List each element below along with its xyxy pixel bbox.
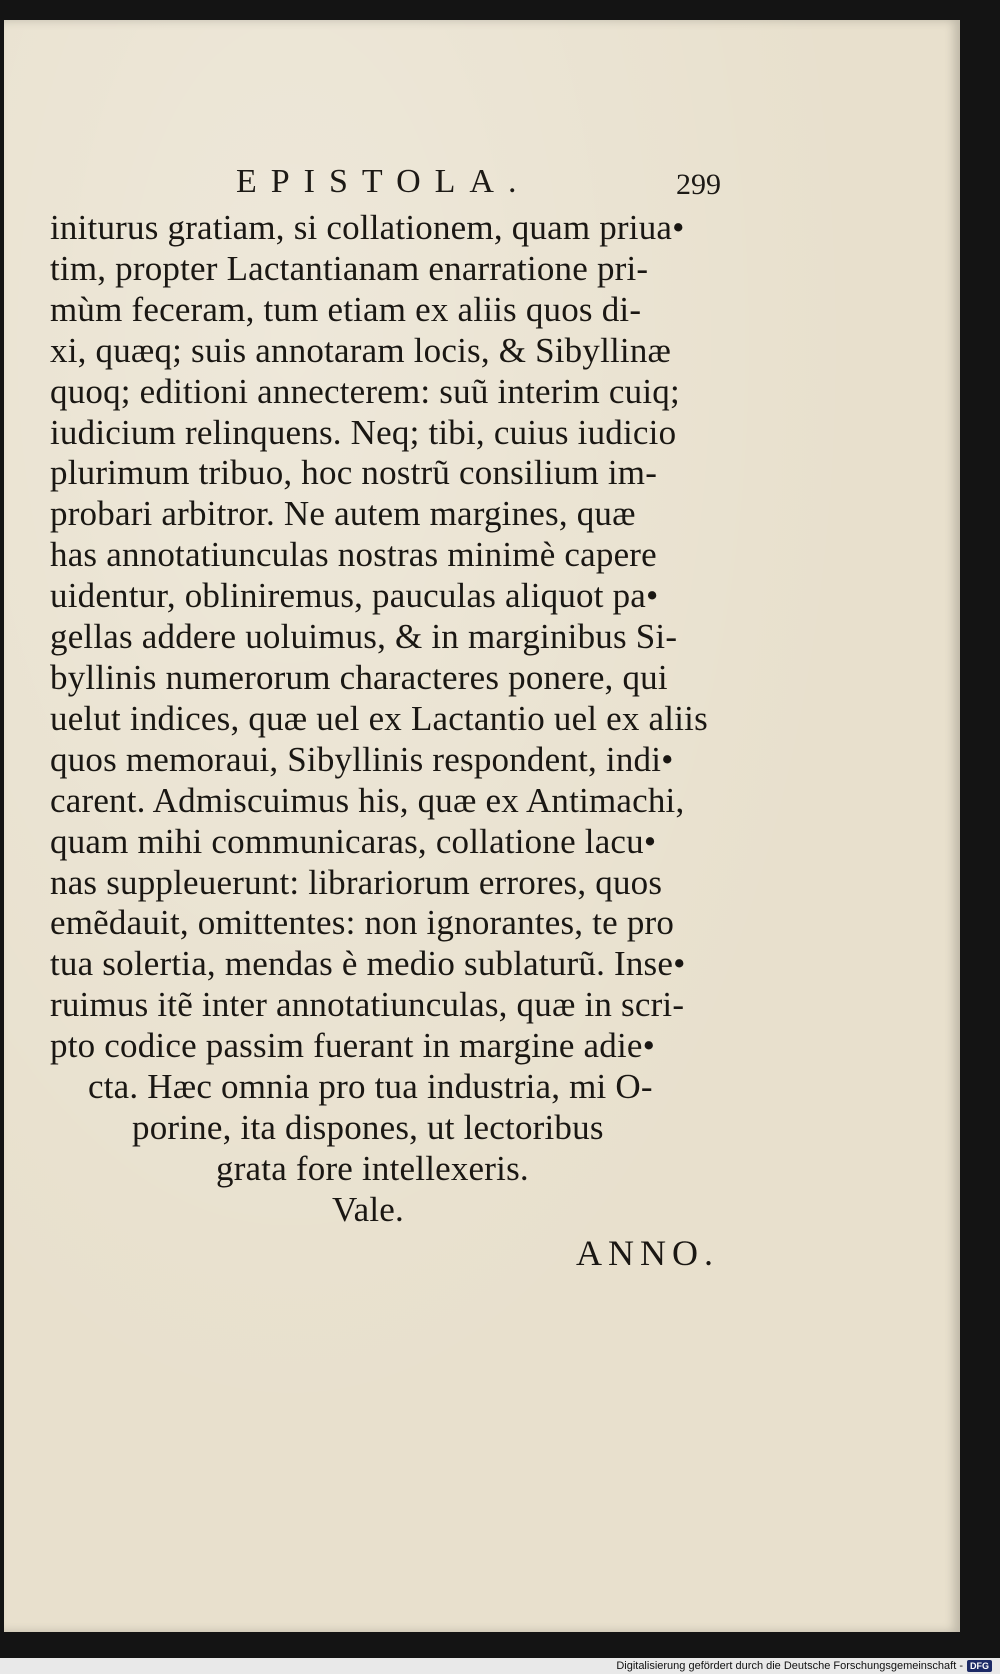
page-number: 299	[676, 168, 721, 201]
text-line: nas suppleuerunt: librariorum errores, quos	[50, 862, 663, 902]
text-line: mùm feceram, tum etiam ex aliis quos di-	[50, 289, 642, 329]
text-line: tua solertia, mendas è medio sublaturũ. Inse•	[50, 944, 686, 984]
text-line: plurimum tribuo, hoc nostrũ consilium im-	[50, 453, 658, 493]
text-line: grata fore intellexeris.	[216, 1148, 529, 1188]
valediction: Vale.	[332, 1189, 404, 1229]
text-line: iudicium relinquens. Neq; tibi, cuius iudicio	[50, 412, 677, 452]
text-line: uidentur, obliniremus, pauculas aliquot pa•	[50, 576, 659, 616]
text-line: xi, quæq; suis annotaram locis, & Sibyllinæ	[50, 330, 672, 370]
dfg-logo-icon: DFG	[967, 1660, 992, 1672]
book-page	[4, 20, 960, 1632]
text-line: ruimus itẽ inter annotatiunculas, quæ in scri-	[50, 985, 685, 1025]
catchword: ANNO.	[576, 1233, 719, 1273]
text-line: cta. Hæc omnia pro tua industria, mi O-	[88, 1067, 653, 1107]
text-line: porine, ita dispones, ut lectoribus	[132, 1107, 604, 1147]
footer-credit: Digitalisierung gefördert durch die Deutsche Forschungsgemeinschaft -	[616, 1660, 963, 1672]
text-line: initurus gratiam, si collationem, quam priua•	[50, 208, 685, 247]
text-line: carent. Admiscuimus his, quæ ex Antimachi,	[50, 780, 685, 820]
digitization-footer	[616, 1660, 992, 1672]
text-line: quoq; editioni annecterem: suũ interim cuiq;	[50, 371, 680, 411]
text-line: tim, propter Lactantianam enarratione pri-	[50, 248, 649, 288]
text-line: quam mihi communicaras, collatione lacu•	[50, 821, 657, 861]
running-head: EPISTOLA.	[236, 163, 531, 200]
text-line: byllinis numerorum characteres ponere, qui	[50, 657, 668, 697]
text-line: uelut indices, quæ uel ex Lactantio uel ex aliis	[50, 698, 708, 738]
text-line: emẽdauit, omittentes: non ignorantes, te pro	[50, 903, 675, 943]
text-line: has annotatiunculas nostras minimè capere	[50, 535, 657, 575]
letter-body	[50, 208, 740, 1231]
text-line: probari arbitror. Ne autem margines, quæ	[50, 494, 636, 534]
text-line: pto codice passim fuerant in margine adie•	[50, 1026, 656, 1066]
text-line: quos memoraui, Sibyllinis respondent, indi•	[50, 739, 674, 779]
text-line: gellas addere uoluimus, & in marginibus Si-	[50, 617, 678, 657]
